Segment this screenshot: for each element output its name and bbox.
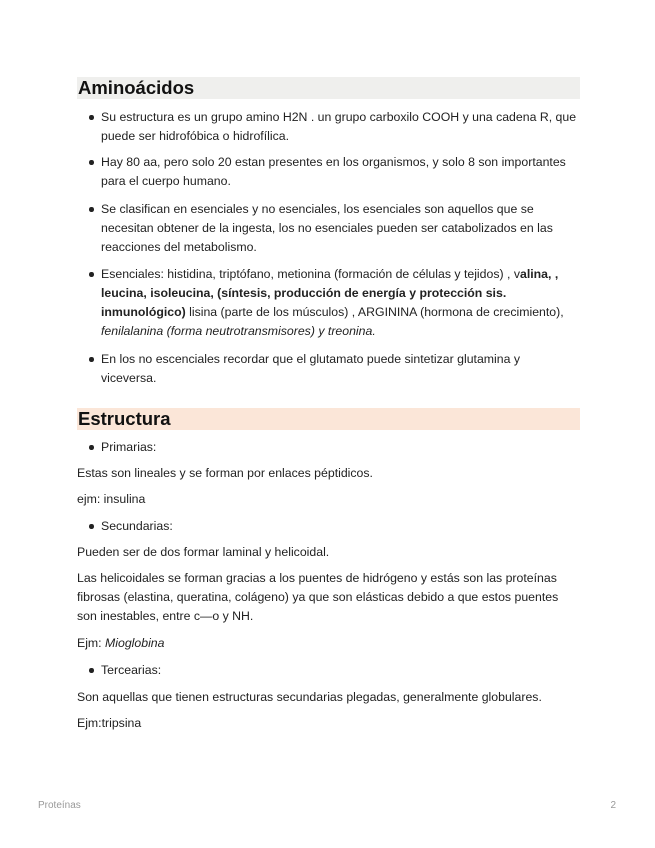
list-item bbox=[77, 108, 578, 146]
list-item-tercearias bbox=[77, 661, 578, 680]
bullet-icon bbox=[89, 115, 94, 120]
example-value: Mioglobina bbox=[105, 636, 165, 650]
heading-aminoacidos: Aminoácidos bbox=[77, 77, 580, 99]
secundarias-label: Secundarias: bbox=[101, 519, 173, 533]
list-item bbox=[77, 265, 578, 341]
tercearias-label: Tercearias: bbox=[101, 663, 162, 677]
secundarias-paragraph: Pueden ser de dos formar laminal y helicoidal. bbox=[77, 545, 330, 559]
bullet-icon bbox=[89, 445, 94, 450]
bullet-text bbox=[101, 265, 578, 341]
list-item-primarias bbox=[77, 438, 578, 457]
list-item-secundarias bbox=[77, 517, 578, 536]
primarias-paragraph: Estas son lineales y se forman por enlaces péptidicos. bbox=[77, 466, 373, 480]
primarias-label: Primarias: bbox=[101, 440, 157, 454]
bullet-icon bbox=[89, 160, 94, 165]
bullet-text: Su estructura es un grupo amino H2N . un grupo carboxilo COOH y una cadena R, que puede ser hidrofóbica o hidrofílica. bbox=[101, 110, 577, 143]
bullet-text: En los no escenciales recordar que el glutamato puede sintetizar glutamina y viceversa. bbox=[101, 352, 521, 385]
example-prefix: Ejm: bbox=[77, 636, 106, 650]
list-item bbox=[77, 153, 578, 191]
bullet-icon bbox=[89, 524, 94, 529]
list-item bbox=[77, 350, 578, 388]
esenciales-italic: fenilalanina (forma neutrotransmisores) y treonina. bbox=[101, 324, 376, 338]
bullet-text: Hay 80 aa, pero solo 20 estan presentes en los organismos, y solo 8 son importantes para el cuerpo humano. bbox=[101, 155, 566, 188]
secundarias-paragraph-2: Las helicoidales se forman gracias a los puentes de hidrógeno y estás son las proteínas fibrosas (elastina, queratina, colágeno) ya que son elásticas debido a que estos puentes son inestables, entre c—o y NH. bbox=[77, 571, 559, 623]
footer-page-number: 2 bbox=[610, 800, 616, 811]
bullet-icon bbox=[89, 668, 94, 673]
heading-estructura: Estructura bbox=[77, 408, 580, 430]
esenciales-bold: alina, , leucina, isoleucina, (síntesis, producción de energía y protección sis. inmunológico) bbox=[101, 267, 559, 319]
primarias-example: ejm: insulina bbox=[77, 492, 146, 506]
esenciales-text-2: lisina (parte de los músculos) , ARGININA (hormona de crecimiento), bbox=[185, 305, 564, 319]
bullet-icon bbox=[89, 272, 94, 277]
esenciales-text: Esenciales: histidina, triptófano, metionina (formación de células y tejidos) , v bbox=[101, 267, 520, 281]
tercearias-paragraph: Son aquellas que tienen estructuras secundarias plegadas, generalmente globulares. bbox=[77, 690, 542, 704]
list-item bbox=[77, 200, 578, 257]
tercearias-example: Ejm:tripsina bbox=[77, 716, 142, 730]
secundarias-example bbox=[77, 634, 578, 653]
bullet-text: Se clasifican en esenciales y no esenciales, los esenciales son aquellos que se necesitan obtener de la ingesta, los no esenciales pueden ser catabolizados en las reacciones del metabolismo. bbox=[101, 202, 553, 254]
bullet-icon bbox=[89, 357, 94, 362]
footer-title: Proteínas bbox=[38, 800, 81, 811]
bullet-icon bbox=[89, 207, 94, 212]
